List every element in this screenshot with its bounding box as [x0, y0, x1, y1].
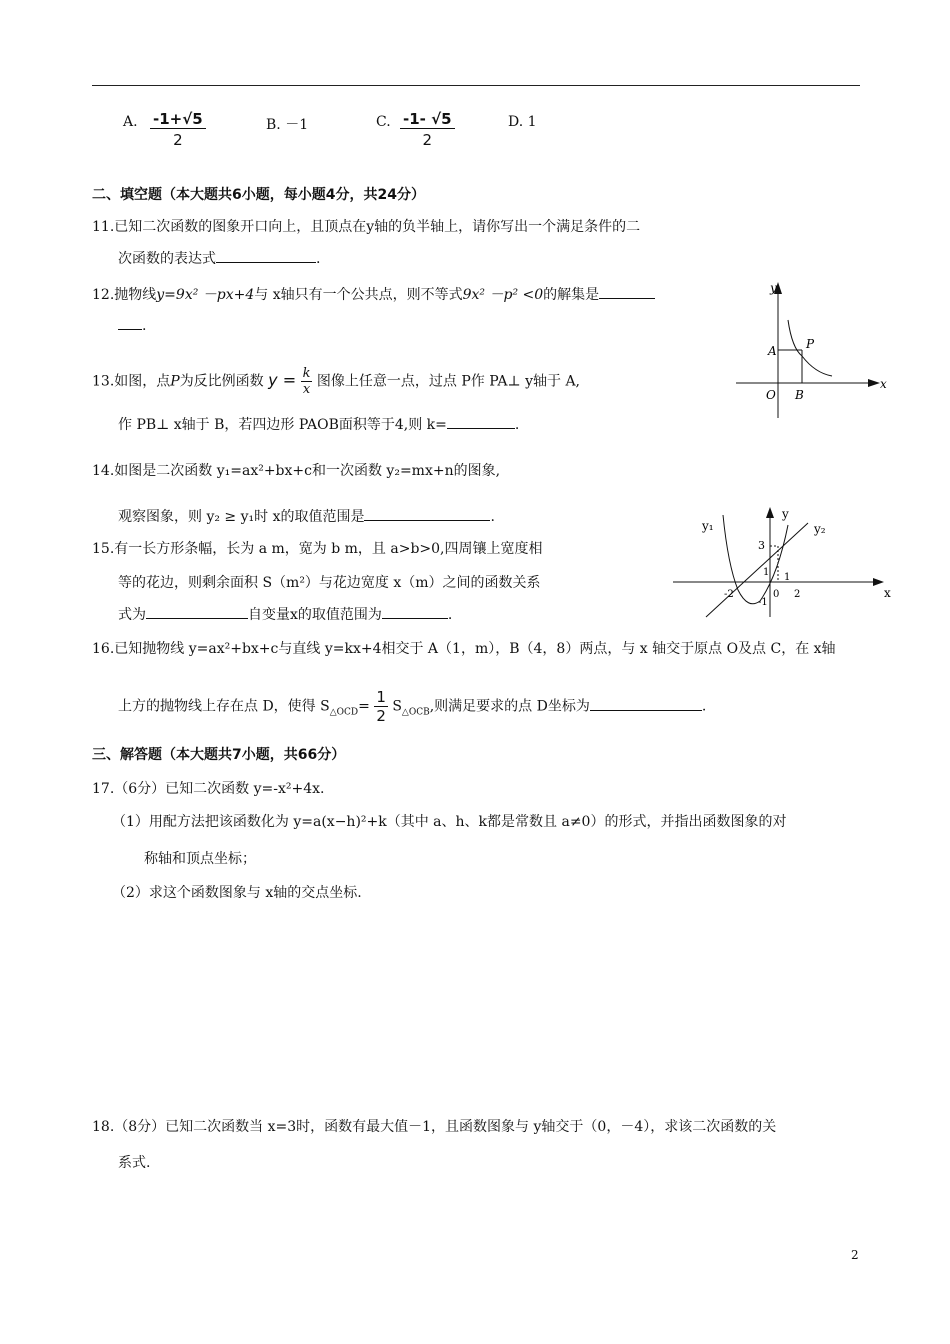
choice-a-denominator: 2 [173, 131, 183, 149]
fig14-label-y1: y₁ [702, 519, 714, 533]
choice-a-fraction [150, 110, 206, 149]
q16-answer-blank[interactable] [590, 710, 702, 711]
fig14-tick-neg2: -2 [724, 589, 734, 600]
fig13-label-x: x [880, 377, 887, 391]
choice-b: B. －1 [266, 117, 309, 133]
q17-part2: （2）求这个函数图象与 x轴的交点坐标. [112, 885, 362, 901]
figure-q13 [730, 278, 890, 428]
header-rule [92, 85, 860, 86]
q13-line2: 作 PB⊥ x轴于 B，若四边形 PAOB面积等于4,则 k= . [118, 417, 520, 433]
figure-q14 [668, 505, 898, 623]
fig13-label-p: P [806, 337, 815, 351]
q17-part1-line1: （1）用配方法把该函数化为 y=a(x−h)²+k（其中 a、h、k都是常数且 a≠0）的形式，并指出函数图象的对 [112, 814, 787, 830]
fig14-label-y2: y₂ [814, 522, 826, 536]
q13-line1: 13.如图，点P为反比例函数 y = $\frac{k}{x}$ 图像上任意一点，过点 P作 PA⊥ y轴于 A, [92, 366, 581, 397]
q12-line1: 12.抛物线y=9x² －px+4与 x轴只有一个公共点，则不等式9x² －p² <0的解集是 [92, 284, 655, 304]
choice-a: A. [123, 114, 138, 130]
fig14-label-y: y [782, 507, 789, 521]
fig14-tick-1y: 1 [763, 567, 770, 578]
fig13-label-o: O [766, 388, 776, 402]
q13-fraction-x: x [302, 382, 311, 397]
fig13-label-b: B [795, 388, 804, 402]
q12-answer-blank-cont[interactable] [118, 329, 142, 330]
section2-title: 二、填空题（本大题共6小题，每小题4分，共24分） [92, 187, 425, 203]
q17-line1: 17.（6分）已知二次函数 y=-x²+4x. [92, 781, 325, 797]
q13-fraction-k: k [302, 366, 311, 381]
q14-line2: 观察图象，则 y₂ ≥ y₁时 x的取值范围是 . [118, 509, 495, 525]
q14-line1: 14.如图是二次函数 y₁=ax²+bx+c和一次函数 y₂=mx+n的图象, [92, 463, 501, 479]
fig14-y-arrow [766, 507, 774, 518]
fig13-x-arrow [868, 379, 880, 387]
choice-c-denominator: 2 [422, 131, 433, 149]
q15-line1: 15.有一长方形条幅，长为 a m，宽为 b m，且 a>b>0,四周镶上宽度相 [92, 541, 543, 557]
q17-part1-line2: 称轴和顶点坐标； [144, 851, 256, 867]
q12-answer-blank[interactable] [599, 298, 655, 299]
fig13-label-a: A [768, 344, 777, 358]
choice-c-fraction [400, 110, 455, 149]
fig14-tick-3: 3 [758, 539, 765, 552]
q15-line2: 等的花边，则剩余面积 S（m²）与花边宽度 x（m）之间的函数关系 [118, 575, 541, 591]
q16-line2: 上方的抛物线上存在点 D，使得 $S_{\triangle OCD}=$ $\frac{1}{2}$ $S_{\triangle OCB}$,则满足要求的点 D坐标为 . [118, 688, 707, 725]
q11-line1: 11.已知二次函数的图象开口向上，且顶点在y轴的负半轴上，请你写出一个满足条件的二 [92, 219, 641, 235]
q18-line2: 系式. [118, 1155, 151, 1171]
fig14-tick-2: 2 [794, 589, 801, 600]
q12-line2: . [118, 318, 146, 334]
q11-answer-blank[interactable] [216, 262, 316, 263]
fig14-x-arrow [873, 578, 884, 586]
choice-a-numerator: -1+√5 [150, 110, 206, 129]
q14-answer-blank[interactable] [364, 520, 490, 521]
choice-c-numerator: -1- √5 [400, 110, 455, 129]
fig14-tick-0: 0 [773, 589, 780, 600]
q15-answer-blank-2[interactable] [382, 618, 448, 619]
choice-d: D. 1 [508, 114, 537, 130]
choice-c: C. [376, 114, 391, 130]
q11-line2: 次函数的表达式 . [118, 251, 321, 267]
q16-frac-den: 2 [376, 707, 386, 725]
q15-answer-blank-1[interactable] [146, 618, 248, 619]
fig14-tick-neg1: -1 [758, 597, 768, 608]
fig13-label-y: y [770, 281, 777, 295]
fig14-tick-1x: 1 [784, 572, 791, 583]
fig14-label-x: x [884, 586, 891, 600]
q15-line3: 式为 自变量x的取值范围为 . [118, 607, 453, 623]
q13-answer-blank[interactable] [447, 428, 515, 429]
q16-frac-num: 1 [376, 688, 386, 706]
page-number: 2 [851, 1248, 859, 1262]
section3-title: 三、解答题（本大题共7小题，共66分） [92, 747, 346, 763]
q18-line1: 18.（8分）已知二次函数当 x=3时，函数有最大值－1，且函数图象与 y轴交于（0，－4），求该二次函数的关 [92, 1119, 777, 1135]
q16-line1: 16.已知抛物线 y=ax²+bx+c与直线 y=kx+4相交于 A（1，m），B（4，8）两点，与 x 轴交于原点 O及点 C，在 x轴 [92, 641, 836, 657]
